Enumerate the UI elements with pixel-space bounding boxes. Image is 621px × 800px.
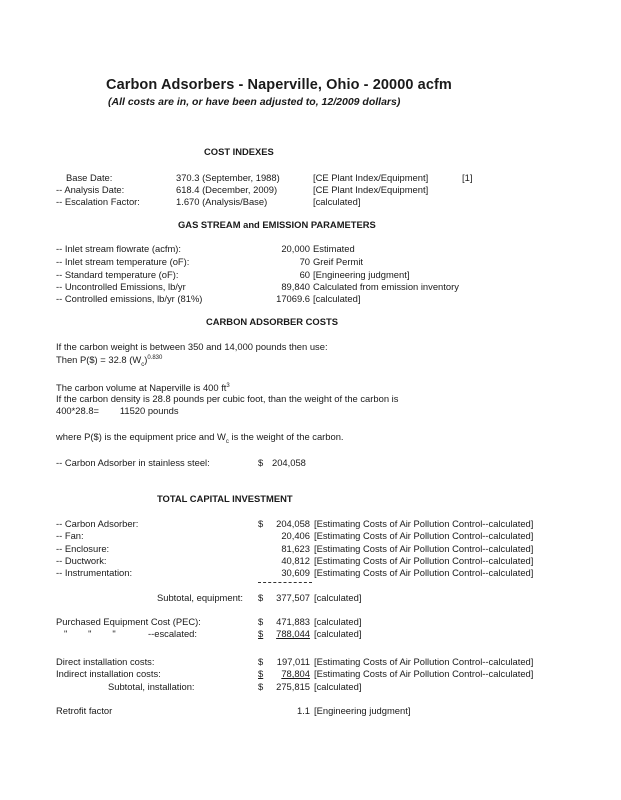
adsorber-cost-value: 204,058 — [272, 457, 306, 468]
gas-param-label: -- Inlet stream flowrate (acfm): — [56, 243, 182, 254]
price-definition-text: where P($) is the equipment price and W — [56, 431, 226, 442]
page-subtitle: (All costs are in, or have been adjusted to, 12/2009 dollars) — [108, 96, 401, 108]
tci-item-source: [Estimating Costs of Air Pollution Control--calculated] — [314, 555, 534, 566]
page-title: Carbon Adsorbers - Naperville, Ohio - 20000 acfm — [106, 77, 452, 93]
carbon-weight-line: 400*28.8= 11520 pounds — [56, 405, 179, 416]
cost-index-note: [1] — [462, 172, 473, 183]
price-definition-subscript: c — [225, 438, 229, 445]
gas-param-value: 20,000 — [281, 243, 310, 254]
cost-index-source: [CE Plant Index/Equipment] — [313, 184, 429, 195]
gas-param-value: 89,840 — [281, 281, 310, 292]
cost-indexes-header: COST INDEXES — [204, 146, 274, 157]
price-definition-line — [56, 431, 344, 448]
gas-param-source: Greif Permit — [313, 256, 364, 267]
tci-item-source: [Estimating Costs of Air Pollution Control--calculated] — [314, 530, 534, 541]
cost-index-source: [CE Plant Index/Equipment] — [313, 172, 429, 183]
tci-item-source: [Estimating Costs of Air Pollution Control--calculated] — [314, 567, 534, 578]
direct-install-currency: $ — [258, 656, 264, 667]
indirect-install-label: Indirect installation costs: — [56, 668, 161, 679]
pec-escalated-currency: $ — [258, 628, 264, 639]
gas-param-label: -- Standard temperature (oF): — [56, 269, 179, 280]
installation-subtotal-label: Subtotal, installation: — [108, 681, 195, 692]
adsorber-cost-currency: $ — [258, 457, 264, 468]
pec-source: [calculated] — [314, 616, 362, 627]
installation-subtotal-value: 275,815 — [276, 681, 310, 692]
direct-install-label: Direct installation costs: — [56, 656, 155, 667]
direct-install-value: 197,011 — [276, 656, 310, 667]
gas-param-source: Estimated — [313, 243, 355, 254]
pec-label: Purchased Equipment Cost (PEC): — [56, 616, 201, 627]
cost-formula-text: Then P($) = 32.8 (W — [56, 354, 142, 366]
carbon-costs-header: CARBON ADSORBER COSTS — [206, 316, 338, 327]
gas-param-value: 70 — [299, 256, 310, 267]
tci-item-label: -- Ductwork: — [56, 555, 107, 566]
cost-index-label: Base Date: — [66, 172, 113, 183]
carbon-volume-exponent: 3 — [226, 383, 230, 389]
pec-currency: $ — [258, 616, 264, 627]
equipment-subtotal-value: 377,507 — [276, 592, 310, 603]
cost-formula-condition: If the carbon weight is between 350 and 14,000 pounds then use: — [56, 341, 328, 352]
cost-formula-exponent: 0.830 — [147, 355, 163, 361]
gas-param-label: -- Controlled emissions, lb/yr (81%) — [56, 293, 203, 304]
cost-formula — [56, 353, 162, 371]
tci-item-source: [Estimating Costs of Air Pollution Control--calculated] — [314, 518, 534, 529]
gas-param-source: [calculated] — [313, 293, 361, 304]
tci-item-label: -- Enclosure: — [56, 543, 110, 554]
tci-item-value: 40,812 — [281, 555, 310, 566]
indirect-install-currency: $ — [258, 668, 264, 679]
gas-stream-header: GAS STREAM and EMISSION PARAMETERS — [178, 219, 376, 230]
pec-escalated-label: --escalated: — [148, 628, 197, 639]
gas-param-label: -- Uncontrolled Emissions, lb/yr — [56, 281, 186, 292]
gas-param-value: 17069.6 — [276, 293, 310, 304]
installation-subtotal-currency: $ — [258, 681, 264, 692]
cost-index-source: [calculated] — [313, 196, 361, 207]
tci-item-label: -- Fan: — [56, 530, 84, 541]
retrofit-factor-label: Retrofit factor — [56, 705, 113, 716]
tci-item-label: -- Instrumentation: — [56, 567, 133, 578]
cost-index-value: 1.670 (Analysis/Base) — [176, 196, 268, 207]
tci-item-value: 20,406 — [281, 530, 310, 541]
retrofit-factor-source: [Engineering judgment] — [314, 705, 411, 716]
tci-header: TOTAL CAPITAL INVESTMENT — [157, 493, 293, 504]
tci-item-currency: $ — [258, 518, 264, 529]
cost-index-value: 370.3 (September, 1988) — [176, 172, 280, 183]
equipment-subtotal-label: Subtotal, equipment: — [157, 592, 243, 603]
gas-param-label: -- Inlet stream temperature (oF): — [56, 256, 190, 267]
gas-param-source: Calculated from emission inventory — [313, 281, 459, 292]
direct-install-source: [Estimating Costs of Air Pollution Control--calculated] — [314, 656, 534, 667]
pec-escalated-ditto: " " " — [64, 628, 116, 639]
tci-item-value: 30,609 — [281, 567, 310, 578]
indirect-install-value: 78,804 — [281, 668, 310, 679]
equipment-subtotal-source: [calculated] — [314, 592, 362, 603]
retrofit-factor-value: 1.1 — [296, 705, 310, 716]
carbon-volume-text: The carbon volume at Naperville is 400 ft — [56, 382, 227, 394]
pec-value: 471,883 — [276, 616, 310, 627]
installation-subtotal-source: [calculated] — [314, 681, 362, 692]
cost-index-label: -- Escalation Factor: — [56, 196, 140, 207]
tci-item-label: -- Carbon Adsorber: — [56, 518, 139, 529]
pec-escalated-value: 788,044 — [276, 628, 310, 639]
cost-index-value: 618.4 (December, 2009) — [176, 184, 278, 195]
tci-item-value: 204,058 — [276, 518, 310, 529]
carbon-density-line: If the carbon density is 28.8 pounds per cubic foot, than the weight of the carbon is — [56, 393, 399, 404]
subtotal-rule — [258, 582, 312, 583]
indirect-install-source: [Estimating Costs of Air Pollution Control--calculated] — [314, 668, 534, 679]
tci-item-source: [Estimating Costs of Air Pollution Control--calculated] — [314, 543, 534, 554]
pec-escalated-source: [calculated] — [314, 628, 362, 639]
cost-index-label: -- Analysis Date: — [56, 184, 125, 195]
cost-formula-subscript: c — [141, 362, 145, 368]
tci-item-value: 81,623 — [281, 543, 310, 554]
equipment-subtotal-currency: $ — [258, 592, 264, 603]
cost-formula-close: ) — [144, 354, 148, 366]
carbon-volume-line — [56, 381, 230, 393]
gas-param-value: 60 — [299, 269, 310, 280]
gas-param-source: [Engineering judgment] — [313, 269, 410, 280]
price-definition-rest: is the weight of the carbon. — [228, 431, 344, 442]
adsorber-cost-label: -- Carbon Adsorber in stainless steel: — [56, 457, 210, 468]
